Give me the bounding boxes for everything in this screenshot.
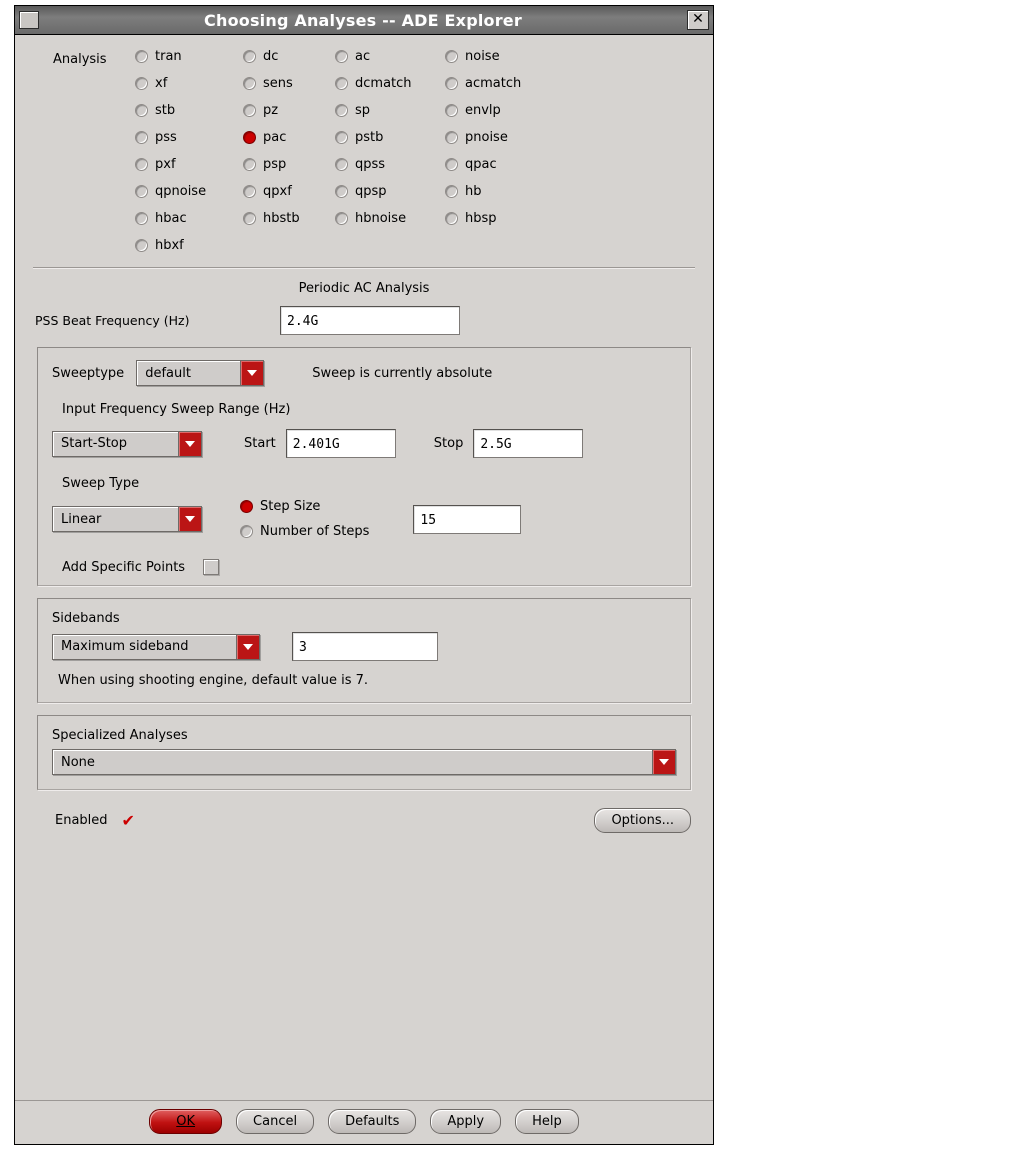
analysis-option-noise[interactable] xyxy=(445,49,555,64)
radio-icon xyxy=(445,50,458,63)
sweep-range-title: Input Frequency Sweep Range (Hz) xyxy=(62,402,291,417)
analysis-option-sp[interactable] xyxy=(335,103,445,118)
radio-icon xyxy=(243,104,256,117)
radio-icon xyxy=(135,131,148,144)
radio-icon xyxy=(335,50,348,63)
radio-icon xyxy=(243,158,256,171)
analysis-option-stb[interactable] xyxy=(135,103,243,118)
choosing-analyses-dialog xyxy=(14,5,714,1145)
analysis-option-label: qpsp xyxy=(355,184,387,199)
analysis-option-pac[interactable] xyxy=(243,130,335,145)
sidebands-value-input[interactable]: 3 xyxy=(292,632,438,661)
analysis-option-label: hbnoise xyxy=(355,211,407,226)
sweeptype-row xyxy=(52,360,676,386)
start-input[interactable]: 2.401G xyxy=(286,429,396,458)
radio-icon xyxy=(240,525,253,538)
sidebands-mode-value: Maximum sideband xyxy=(61,639,189,654)
analysis-option-hb[interactable] xyxy=(445,184,555,199)
beat-frequency-row xyxy=(15,306,713,335)
analysis-radio-grid xyxy=(135,49,703,253)
analysis-option-pxf[interactable] xyxy=(135,157,243,172)
analysis-option-label: stb xyxy=(155,103,176,118)
sweep-type-dropdown[interactable] xyxy=(52,506,202,532)
sweeptype-label: Sweeptype xyxy=(52,365,125,381)
analysis-option-label: qpss xyxy=(355,157,386,172)
apply-button[interactable] xyxy=(430,1109,501,1134)
radio-icon xyxy=(445,77,458,90)
number-of-steps-label: Number of Steps xyxy=(260,524,370,539)
radio-icon-selected xyxy=(240,500,253,513)
start-label: Start xyxy=(244,436,276,451)
enabled-checkbox-checked-icon[interactable]: ✔ xyxy=(121,810,135,830)
help-label: Help xyxy=(532,1114,562,1129)
specialized-analyses-value: None xyxy=(61,754,95,770)
radio-icon xyxy=(335,158,348,171)
radio-icon xyxy=(445,158,458,171)
analysis-option-pz[interactable] xyxy=(243,103,335,118)
analysis-option-tran[interactable] xyxy=(135,49,243,64)
analysis-option-dcmatch[interactable] xyxy=(335,76,445,91)
radio-icon xyxy=(445,212,458,225)
analysis-option-label: pxf xyxy=(155,157,176,172)
specialized-analyses-title: Specialized Analyses xyxy=(52,728,188,743)
stop-input[interactable]: 2.5G xyxy=(473,429,583,458)
analysis-option-label: hbstb xyxy=(263,211,300,226)
analysis-option-label: dcmatch xyxy=(355,76,412,91)
beat-frequency-input[interactable]: 2.4G xyxy=(280,306,460,335)
sweep-type-title: Sweep Type xyxy=(62,476,140,491)
sweeptype-dropdown[interactable] xyxy=(136,360,264,386)
sweep-type-value: Linear xyxy=(61,511,102,527)
defaults-label: Defaults xyxy=(345,1114,400,1129)
analysis-option-label: sp xyxy=(355,103,371,118)
dialog-footer xyxy=(15,1100,713,1144)
add-specific-points-label: Add Specific Points xyxy=(62,559,186,575)
sweep-range-row xyxy=(52,429,676,458)
enabled-row xyxy=(15,802,713,833)
divider xyxy=(33,267,695,269)
sweeptype-value: default xyxy=(145,365,191,381)
radio-icon xyxy=(243,212,256,225)
sidebands-mode-dropdown[interactable] xyxy=(52,634,260,660)
close-icon[interactable]: ✕ xyxy=(687,10,709,30)
analysis-option-pnoise[interactable] xyxy=(445,130,555,145)
ok-button[interactable] xyxy=(149,1109,222,1134)
analysis-option-label: pss xyxy=(155,130,177,145)
analysis-section-title: Periodic AC Analysis xyxy=(298,281,430,296)
analysis-option-label: acmatch xyxy=(465,76,522,91)
sidebands-title: Sidebands xyxy=(52,611,120,626)
add-specific-points-checkbox[interactable] xyxy=(203,559,219,575)
sweep-state-text: Sweep is currently absolute xyxy=(312,365,493,381)
radio-icon xyxy=(335,77,348,90)
analysis-option-hbnoise[interactable] xyxy=(335,211,445,226)
analysis-option-pstb[interactable] xyxy=(335,130,445,145)
analysis-option-pss[interactable] xyxy=(135,130,243,145)
chevron-down-icon xyxy=(236,635,259,659)
analysis-option-label: noise xyxy=(465,49,500,64)
analysis-option-label: pstb xyxy=(355,130,384,145)
analysis-option-label: hbsp xyxy=(465,211,497,226)
analysis-option-label: sens xyxy=(263,76,293,91)
radio-icon xyxy=(445,104,458,117)
analysis-option-label: hbac xyxy=(155,211,187,226)
specialized-analyses-dropdown[interactable] xyxy=(52,749,676,775)
chevron-down-icon xyxy=(178,507,201,531)
analysis-option-hbxf[interactable] xyxy=(135,238,243,253)
enabled-label: Enabled xyxy=(55,813,108,828)
analysis-option-label: dc xyxy=(263,49,279,64)
sidebands-group xyxy=(37,598,691,703)
radio-icon xyxy=(135,185,148,198)
radio-icon xyxy=(335,104,348,117)
step-mode-radio-group xyxy=(240,499,369,539)
radio-icon xyxy=(243,50,256,63)
analysis-option-label: tran xyxy=(155,49,182,64)
radio-icon xyxy=(135,158,148,171)
analysis-option-envlp[interactable] xyxy=(445,103,555,118)
analysis-option-qpss[interactable] xyxy=(335,157,445,172)
help-button[interactable] xyxy=(515,1109,579,1134)
analysis-option-label: ac xyxy=(355,49,371,64)
analysis-section xyxy=(15,35,713,259)
sweep-range-mode-dropdown[interactable] xyxy=(52,431,202,457)
radio-icon xyxy=(335,185,348,198)
analysis-option-hbstb[interactable] xyxy=(243,211,335,226)
analysis-option-label: pnoise xyxy=(465,130,508,145)
chevron-down-icon xyxy=(178,432,201,456)
radio-icon xyxy=(135,50,148,63)
sidebands-row xyxy=(52,632,676,661)
analysis-option-xf[interactable] xyxy=(135,76,243,91)
window-menu-icon[interactable] xyxy=(19,11,39,29)
analysis-option-hbac[interactable] xyxy=(135,211,243,226)
radio-icon xyxy=(135,77,148,90)
title-bar xyxy=(15,6,713,35)
step-size-label: Step Size xyxy=(260,499,321,514)
analysis-label: Analysis xyxy=(53,52,107,67)
ok-label: OK xyxy=(176,1114,196,1129)
apply-label: Apply xyxy=(447,1114,485,1129)
radio-icon xyxy=(135,239,148,252)
defaults-button[interactable] xyxy=(328,1109,416,1134)
options-button[interactable]: Options... xyxy=(594,808,691,833)
sweep-group xyxy=(37,347,691,586)
radio-icon xyxy=(335,212,348,225)
analysis-option-label: qpnoise xyxy=(155,184,207,199)
radio-icon xyxy=(135,104,148,117)
enabled-group xyxy=(55,810,135,830)
analysis-option-qpsp[interactable] xyxy=(335,184,445,199)
number-of-steps-radio[interactable] xyxy=(240,524,369,539)
add-specific-points-row xyxy=(62,559,676,575)
analysis-option-label: qpac xyxy=(465,157,497,172)
analysis-option-label: psp xyxy=(263,157,287,172)
analysis-option-hbsp[interactable] xyxy=(445,211,555,226)
radio-icon xyxy=(243,77,256,90)
analysis-option-sens[interactable] xyxy=(243,76,335,91)
chevron-down-icon xyxy=(240,361,263,385)
cancel-label: Cancel xyxy=(253,1114,298,1129)
radio-icon xyxy=(243,185,256,198)
analysis-option-label: pz xyxy=(263,103,279,118)
analysis-option-label: envlp xyxy=(465,103,501,118)
analysis-option-acmatch[interactable] xyxy=(445,76,555,91)
specialized-analyses-group xyxy=(37,715,691,790)
analysis-option-psp[interactable] xyxy=(243,157,335,172)
analysis-option-qpxf[interactable] xyxy=(243,184,335,199)
radio-icon xyxy=(445,131,458,144)
analysis-option-dc[interactable] xyxy=(243,49,335,64)
dialog-body xyxy=(15,35,713,1144)
radio-icon-selected xyxy=(243,131,256,144)
radio-icon xyxy=(135,212,148,225)
sweep-range-mode-value: Start-Stop xyxy=(61,436,128,451)
analysis-option-label: pac xyxy=(263,130,287,145)
window-title: Choosing Analyses -- ADE Explorer xyxy=(204,10,522,30)
beat-frequency-label: PSS Beat Frequency (Hz) xyxy=(35,313,190,328)
cancel-button[interactable] xyxy=(236,1109,314,1134)
analysis-option-qpac[interactable] xyxy=(445,157,555,172)
analysis-option-label: hbxf xyxy=(155,238,184,253)
analysis-option-label: qpxf xyxy=(263,184,292,199)
radio-icon xyxy=(335,131,348,144)
analysis-option-label: xf xyxy=(155,76,168,91)
step-size-radio[interactable] xyxy=(240,499,369,514)
radio-icon xyxy=(445,185,458,198)
analysis-option-label: hb xyxy=(465,184,482,199)
sweep-type-row xyxy=(52,499,676,539)
chevron-down-icon xyxy=(652,750,675,774)
step-value-input[interactable]: 15 xyxy=(413,505,521,534)
analysis-option-ac[interactable] xyxy=(335,49,445,64)
stop-label: Stop xyxy=(433,436,464,451)
sidebands-note: When using shooting engine, default value is 7. xyxy=(58,673,369,688)
analysis-option-qpnoise[interactable] xyxy=(135,184,243,199)
